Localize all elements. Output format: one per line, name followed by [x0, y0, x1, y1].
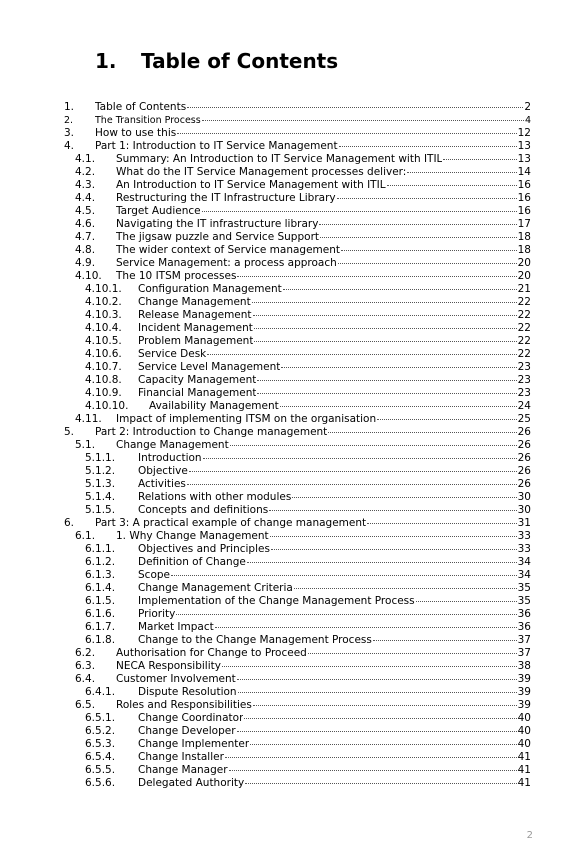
toc-entry-title: Introduction	[138, 452, 202, 464]
toc-entry-title: Service Management: a process approach	[116, 257, 337, 269]
toc-entry-number: 4.10.3.	[85, 309, 122, 321]
toc-entry-title: Service Level Management	[138, 361, 281, 373]
toc-entry[interactable]	[64, 517, 531, 530]
toc-entry[interactable]	[75, 699, 531, 712]
dot-leader	[257, 393, 516, 394]
toc-entry[interactable]	[85, 608, 531, 621]
dot-leader	[254, 328, 517, 329]
toc-entry-page: 39	[517, 699, 531, 711]
dot-leader	[237, 731, 517, 732]
toc-entry-page: 26	[517, 426, 531, 438]
dot-leader	[341, 250, 517, 251]
toc-entry-page: 2	[524, 101, 531, 113]
toc-entry-number: 6.	[64, 517, 75, 529]
toc-entry[interactable]	[85, 452, 531, 465]
toc-entry-page: 26	[517, 478, 531, 490]
dot-leader	[244, 718, 516, 719]
toc-entry-page: 17	[517, 218, 531, 230]
toc-entry-title: How to use this	[95, 127, 177, 139]
toc-entry-page: 37	[517, 634, 531, 646]
toc-entry-page: 26	[517, 439, 531, 451]
toc-entry-number: 6.4.1.	[85, 686, 116, 698]
toc-entry[interactable]	[85, 283, 531, 296]
toc-entry[interactable]	[64, 127, 531, 140]
toc-entry-number: 4.6.	[75, 218, 96, 230]
toc-entry-page: 22	[517, 322, 531, 334]
toc-entry[interactable]	[85, 335, 531, 348]
toc-entry[interactable]	[85, 777, 531, 790]
toc-entry-number: 5.1.4.	[85, 491, 116, 503]
toc-entry-title: Change Management	[138, 296, 251, 308]
heading-text: Table of Contents	[141, 49, 339, 73]
toc-entry-page: 12	[517, 127, 531, 139]
toc-entry-title: Financial Management	[138, 387, 257, 399]
toc-entry[interactable]	[85, 348, 531, 361]
toc-entry-page: 34	[517, 556, 531, 568]
toc-entry-title: Customer Involvement	[116, 673, 236, 685]
toc-entry-number: 6.5.4.	[85, 751, 116, 763]
toc-entry[interactable]	[85, 595, 531, 608]
toc-entry-number: 3.	[64, 127, 75, 139]
toc-entry-title: Relations with other modules	[138, 491, 292, 503]
toc-entry[interactable]	[75, 647, 531, 660]
toc-entry[interactable]	[85, 322, 531, 335]
dot-leader	[252, 302, 517, 303]
toc-entry-page: 23	[517, 361, 531, 373]
toc-entry[interactable]	[75, 439, 531, 452]
toc-entry-number: 6.5.1.	[85, 712, 116, 724]
toc-entry-title: Implementation of the Change Management Process	[138, 595, 415, 607]
toc-entry[interactable]	[75, 673, 531, 686]
dot-leader	[222, 666, 517, 667]
dot-leader	[292, 497, 516, 498]
toc-entry-page: 13	[517, 153, 531, 165]
toc-entry-title: Navigating the IT infrastructure library	[116, 218, 319, 230]
toc-entry-title: Concepts and definitions	[138, 504, 269, 516]
toc-entry-title: Change Coordinator	[138, 712, 244, 724]
toc-entry-title: Service Desk	[138, 348, 207, 360]
toc-entry-number: 4.10.5.	[85, 335, 122, 347]
toc-entry-page: 40	[517, 725, 531, 737]
toc-entry-number: 6.1.8.	[85, 634, 116, 646]
toc-entry-title: Market Impact	[138, 621, 214, 633]
toc-entry-title: Summary: An Introduction to IT Service Management with ITIL	[116, 153, 443, 165]
toc-entry[interactable]	[75, 530, 531, 543]
dot-leader	[229, 770, 517, 771]
toc-entry-page: 14	[517, 166, 531, 178]
toc-entry-number: 5.	[64, 426, 75, 438]
toc-entry[interactable]	[85, 738, 531, 751]
toc-entry-page: 13	[517, 140, 531, 152]
dot-leader	[245, 783, 516, 784]
toc-entry-number: 6.5.3.	[85, 738, 116, 750]
page-number: 2	[526, 830, 533, 841]
toc-entry-title: Scope	[138, 569, 170, 581]
toc-entry-number: 4.10.6.	[85, 348, 122, 360]
dot-leader	[339, 146, 517, 147]
toc-entry-title: 1. Why Change Management	[116, 530, 269, 542]
toc-entry-page: 40	[517, 738, 531, 750]
toc-entry[interactable]	[64, 114, 531, 127]
toc-entry-page: 33	[517, 530, 531, 542]
dot-leader	[189, 471, 517, 472]
toc-entry-page: 39	[517, 686, 531, 698]
dot-leader	[187, 484, 517, 485]
dot-leader	[337, 198, 517, 199]
dot-leader	[367, 523, 516, 524]
page-title	[95, 49, 338, 73]
toc-entry-title: Activities	[138, 478, 186, 490]
dot-leader	[237, 276, 516, 277]
toc-entry-page: 25	[517, 413, 531, 425]
toc-entry-title: Target Audience	[116, 205, 201, 217]
toc-entry[interactable]	[85, 582, 531, 595]
toc-entry-number: 6.1.6.	[85, 608, 116, 620]
dot-leader	[387, 185, 517, 186]
dot-leader	[203, 458, 517, 459]
dot-leader	[253, 315, 517, 316]
toc-entry[interactable]	[75, 166, 531, 179]
toc-entry-number: 4.10.1.	[85, 283, 122, 295]
toc-entry-title: Change Implementer	[138, 738, 250, 750]
toc-entry-number: 6.2.	[75, 647, 96, 659]
dot-leader	[270, 536, 517, 537]
toc-entry-title: Incident Management	[138, 322, 253, 334]
toc-entry-number: 4.10.10.	[85, 400, 129, 412]
dot-leader	[308, 653, 517, 654]
toc-entry[interactable]	[75, 218, 531, 231]
toc-entry-page: 20	[517, 270, 531, 282]
toc-entry[interactable]	[85, 361, 531, 374]
toc-entry-number: 6.5.5.	[85, 764, 116, 776]
toc-entry-number: 6.1.7.	[85, 621, 116, 633]
toc-entry-page: 38	[517, 660, 531, 672]
toc-entry-page: 18	[517, 244, 531, 256]
toc-entry[interactable]	[85, 569, 531, 582]
dot-leader	[253, 705, 517, 706]
toc-entry-page: 26	[517, 452, 531, 464]
toc-entry-title: The wider context of Service management	[116, 244, 341, 256]
toc-entry-page: 23	[517, 374, 531, 386]
toc-entry-page: 21	[517, 283, 531, 295]
toc-entry[interactable]	[75, 244, 531, 257]
toc-entry[interactable]	[85, 400, 531, 413]
toc-entry-title: Part 3: A practical example of change management	[95, 517, 367, 529]
toc-entry-page: 36	[517, 608, 531, 620]
toc-entry-page: 33	[517, 543, 531, 555]
toc-entry[interactable]	[75, 413, 531, 426]
toc-entry[interactable]	[85, 764, 531, 777]
heading-number: 1.	[95, 49, 117, 73]
toc-entry-title: Authorisation for Change to Proceed	[116, 647, 307, 659]
toc-entry-page: 35	[517, 595, 531, 607]
toc-entry-page: 30	[517, 491, 531, 503]
toc-entry-number: 4.11.	[75, 413, 102, 425]
toc-entry-title: Table of Contents	[95, 101, 187, 113]
toc-entry-page: 22	[517, 309, 531, 321]
toc-entry[interactable]	[85, 296, 531, 309]
dot-leader	[238, 692, 517, 693]
toc-entry-title: Change Management	[116, 439, 229, 451]
dot-leader	[230, 445, 517, 446]
toc-entry[interactable]	[75, 257, 531, 270]
toc-entry-title: NECA Responsibility	[116, 660, 221, 672]
dot-leader	[187, 107, 523, 108]
toc-entry[interactable]	[85, 686, 531, 699]
toc-entry-number: 4.10.9.	[85, 387, 122, 399]
dot-leader	[338, 263, 517, 264]
toc-entry-number: 4.7.	[75, 231, 96, 243]
toc-entry-number: 4.3.	[75, 179, 96, 191]
toc-entry-page: 30	[517, 504, 531, 516]
toc-entry-title: The 10 ITSM processes	[116, 270, 237, 282]
toc-entry[interactable]	[85, 725, 531, 738]
dot-leader	[225, 757, 517, 758]
toc-entry-page: 41	[517, 751, 531, 763]
toc-entry[interactable]	[75, 205, 531, 218]
dot-leader	[294, 588, 517, 589]
toc-entry[interactable]	[85, 478, 531, 491]
dot-leader	[202, 120, 524, 121]
toc-entry-number: 5.1.2.	[85, 465, 116, 477]
toc-entry-page: 18	[517, 231, 531, 243]
toc-entry[interactable]	[85, 465, 531, 478]
toc-entry[interactable]	[64, 101, 531, 114]
toc-entry-title: Dispute Resolution	[138, 686, 237, 698]
toc-entry[interactable]	[75, 231, 531, 244]
toc-entry-title: The Transition Process	[95, 115, 201, 126]
toc-entry-number: 4.10.4.	[85, 322, 122, 334]
toc-entry-page: 37	[517, 647, 531, 659]
toc-entry[interactable]	[85, 556, 531, 569]
toc-entry-title: What do the IT Service Management processes deliver:	[116, 166, 407, 178]
toc-entry-title: Release Management	[138, 309, 252, 321]
dot-leader	[254, 341, 516, 342]
toc-entry-title: Restructuring the IT Infrastructure Library	[116, 192, 336, 204]
toc-entry-number: 4.1.	[75, 153, 96, 165]
toc-entry-number: 1.	[64, 101, 75, 113]
toc-entry[interactable]	[85, 621, 531, 634]
toc-entry-title: Definition of Change	[138, 556, 246, 568]
toc-entry[interactable]	[85, 543, 531, 556]
toc-entry-page: 16	[517, 205, 531, 217]
toc-entry-title: Part 1: Introduction to IT Service Management	[95, 140, 338, 152]
toc-entry-page: 22	[517, 296, 531, 308]
dot-leader	[443, 159, 516, 160]
toc-entry-number: 4.2.	[75, 166, 96, 178]
toc-entry-title: An Introduction to IT Service Management with ITIL	[116, 179, 386, 191]
dot-leader	[247, 562, 517, 563]
dot-leader	[320, 237, 517, 238]
toc-entry-page: 26	[517, 465, 531, 477]
toc-entry-title: Change Manager	[138, 764, 228, 776]
toc-entry-page: 36	[517, 621, 531, 633]
toc-entry-title: Impact of implementing ITSM on the organisation	[116, 413, 377, 425]
toc-entry-title: Objective	[138, 465, 188, 477]
toc-entry-page: 40	[517, 712, 531, 724]
dot-leader	[407, 172, 516, 173]
toc-entry-number: 6.1.2.	[85, 556, 116, 568]
dot-leader	[328, 432, 516, 433]
toc-entry-number: 5.1.1.	[85, 452, 116, 464]
toc-entry-number: 4.5.	[75, 205, 96, 217]
dot-leader	[416, 601, 517, 602]
dot-leader	[319, 224, 516, 225]
toc-entry-title: Configuration Management	[138, 283, 282, 295]
toc-entry-title: Part 2: Introduction to Change management	[95, 426, 328, 438]
dot-leader	[177, 133, 516, 134]
toc-entry-page: 41	[517, 777, 531, 789]
toc-entry[interactable]	[85, 309, 531, 322]
toc-entry-title: Availability Management	[149, 400, 279, 412]
toc-entry-number: 6.1.1.	[85, 543, 116, 555]
toc-entry-number: 5.1.3.	[85, 478, 116, 490]
toc-entry-number: 5.1.5.	[85, 504, 116, 516]
toc-entry-number: 6.1.	[75, 530, 96, 542]
toc-entry-page: 16	[517, 192, 531, 204]
toc-entry-number: 4.10.7.	[85, 361, 122, 373]
toc-entry-number: 4.10.	[75, 270, 102, 282]
dot-leader	[215, 627, 517, 628]
toc-entry-number: 4.4.	[75, 192, 96, 204]
toc-entry-number: 6.1.5.	[85, 595, 116, 607]
dot-leader	[283, 289, 517, 290]
toc-entry-title: Delegated Authority	[138, 777, 245, 789]
toc-entry[interactable]	[75, 192, 531, 205]
toc-entry-title: The jigsaw puzzle and Service Support	[116, 231, 319, 243]
toc-entry-title: Change Developer	[138, 725, 236, 737]
dot-leader	[377, 419, 516, 420]
toc-entry[interactable]	[85, 751, 531, 764]
toc-entry-title: Change to the Change Management Process	[138, 634, 372, 646]
toc-entry-title: Problem Management	[138, 335, 254, 347]
toc-entry-page: 39	[517, 673, 531, 685]
dot-leader	[271, 549, 517, 550]
toc-entry[interactable]	[85, 634, 531, 647]
toc-entry-page: 20	[517, 257, 531, 269]
dot-leader	[281, 367, 516, 368]
toc-entry-number: 4.9.	[75, 257, 96, 269]
dot-leader	[250, 744, 516, 745]
toc-entry-page: 4	[524, 115, 531, 126]
toc-entry-page: 16	[517, 179, 531, 191]
toc-entry[interactable]	[85, 374, 531, 387]
toc-entry-title: Change Management Criteria	[138, 582, 293, 594]
toc-entry[interactable]	[85, 387, 531, 400]
toc-entry-title: Capacity Management	[138, 374, 257, 386]
toc-entry-number: 6.5.6.	[85, 777, 116, 789]
toc-entry-title: Priority	[138, 608, 176, 620]
toc-entry-page: 24	[517, 400, 531, 412]
dot-leader	[237, 679, 517, 680]
dot-leader	[257, 380, 516, 381]
toc-entry-number: 4.10.2.	[85, 296, 122, 308]
toc-entry-page: 31	[517, 517, 531, 529]
toc-entry-number: 2.	[64, 115, 74, 126]
dot-leader	[280, 406, 517, 407]
toc-entry-page: 41	[517, 764, 531, 776]
toc-entry-number: 4.8.	[75, 244, 96, 256]
toc-entry-number: 6.5.2.	[85, 725, 116, 737]
toc-entry-page: 22	[517, 348, 531, 360]
dot-leader	[207, 354, 516, 355]
toc-entry-title: Objectives and Principles	[138, 543, 270, 555]
toc-entry-page: 23	[517, 387, 531, 399]
toc-entry-number: 6.5.	[75, 699, 96, 711]
toc-entry-page: 34	[517, 569, 531, 581]
toc-entry[interactable]	[64, 426, 531, 439]
dot-leader	[269, 510, 516, 511]
dot-leader	[176, 614, 516, 615]
toc-entry[interactable]	[75, 179, 531, 192]
toc-entry-title: Change Installer	[138, 751, 224, 763]
toc-entry-page: 22	[517, 335, 531, 347]
toc-entry-number: 6.1.4.	[85, 582, 116, 594]
toc-entry-number: 4.10.8.	[85, 374, 122, 386]
toc-entry-number: 5.1.	[75, 439, 96, 451]
toc-entry[interactable]	[85, 504, 531, 517]
toc-entry-title: Roles and Responsibilities	[116, 699, 252, 711]
dot-leader	[373, 640, 517, 641]
dot-leader	[171, 575, 517, 576]
toc-entry[interactable]	[75, 270, 531, 283]
toc-entry-number: 6.4.	[75, 673, 96, 685]
toc-entry-number: 6.1.3.	[85, 569, 116, 581]
toc-entry-page: 35	[517, 582, 531, 594]
dot-leader	[202, 211, 517, 212]
toc-entry[interactable]	[85, 491, 531, 504]
toc-entry[interactable]	[75, 153, 531, 166]
toc-entry-number: 4.	[64, 140, 75, 152]
toc-entry[interactable]	[85, 712, 531, 725]
toc-entry[interactable]	[75, 660, 531, 673]
toc-entry[interactable]	[64, 140, 531, 153]
toc-entry-number: 6.3.	[75, 660, 96, 672]
